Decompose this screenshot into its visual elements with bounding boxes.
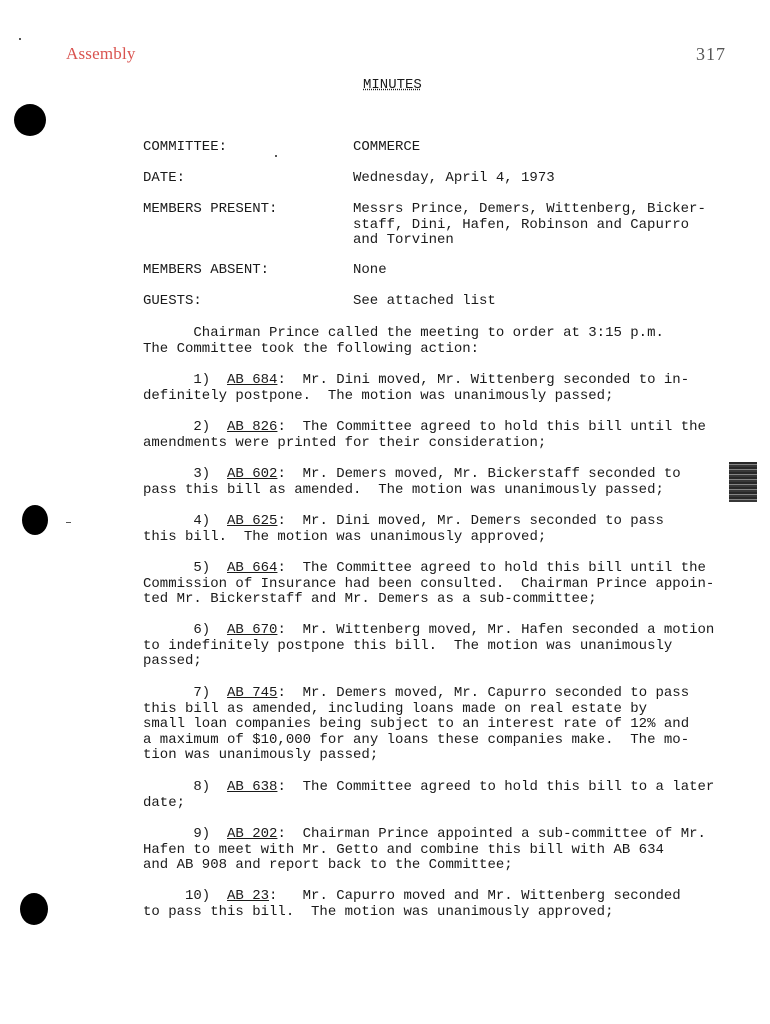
field-label: GUESTS:: [143, 293, 202, 309]
minutes-item-line: 2) AB 826: The Committee agreed to hold this bill until the: [143, 419, 706, 435]
minutes-item-line: 3) AB 602: Mr. Demers moved, Mr. Bickerstaff seconded to: [143, 466, 681, 482]
field-label: DATE:: [143, 170, 186, 186]
scan-speck: [19, 38, 21, 40]
punch-hole-bottom: [20, 893, 48, 925]
scan-speck: [66, 522, 71, 523]
field-label: COMMITTEE:: [143, 139, 228, 155]
minutes-item-line: ted Mr. Bickerstaff and Mr. Demers as a sub-committee;: [143, 591, 597, 608]
bill-reference: AB 625: [227, 513, 278, 529]
minutes-item-line: 6) AB 670: Mr. Wittenberg moved, Mr. Hafen seconded a motion: [143, 622, 715, 638]
bill-reference: AB 670: [227, 622, 278, 638]
minutes-item-line: 8) AB 638: The Committee agreed to hold this bill to a later: [143, 779, 715, 795]
minutes-item-line: 10) AB 23: Mr. Capurro moved and Mr. Wittenberg seconded: [143, 888, 681, 904]
page-title: [363, 78, 422, 94]
field-label: MEMBERS PRESENT:: [143, 201, 278, 217]
bill-reference: AB 826: [227, 419, 278, 435]
minutes-item-line: this bill. The motion was unanimously approved;: [143, 528, 547, 545]
field-value: See attached list: [353, 293, 496, 309]
assembly-header: Assembly: [66, 44, 136, 63]
minutes-item-line: definitely postpone. The motion was unanimously passed;: [143, 387, 614, 404]
minutes-item-line: 7) AB 745: Mr. Demers moved, Mr. Capurro seconded to pass: [143, 685, 690, 701]
minutes-item-line: small loan companies being subject to an interest rate of 12% and: [143, 716, 690, 733]
field-value: None: [353, 262, 387, 278]
minutes-item-line: 1) AB 684: Mr. Dini moved, Mr. Wittenberg seconded to in-: [143, 372, 690, 388]
bill-reference: AB 638: [227, 779, 278, 795]
minutes-item-line: a maximum of $10,000 for any loans these companies make. The mo-: [143, 731, 690, 748]
punch-hole-middle: [22, 505, 48, 535]
minutes-item-line: this bill as amended, including loans made on real estate by: [143, 700, 648, 717]
bill-reference: AB 23: [227, 888, 270, 904]
bill-reference: AB 684: [227, 372, 278, 388]
minutes-item-line: Commission of Insurance had been consulted. Chairman Prince appoin-: [143, 575, 715, 592]
minutes-item-line: pass this bill as amended. The motion was unanimously passed;: [143, 481, 664, 498]
minutes-item-line: and AB 908 and report back to the Committee;: [143, 857, 513, 874]
minutes-item-line: amendments were printed for their consideration;: [143, 434, 547, 451]
minutes-item-line: to pass this bill. The motion was unanimously approved;: [143, 903, 614, 920]
field-value: Messrs Prince, Demers, Wittenberg, Bicker-: [353, 201, 706, 217]
minutes-item-line: to indefinitely postpone this bill. The motion was unanimously: [143, 637, 673, 654]
scan-speck: [275, 155, 277, 157]
field-value: COMMERCE: [353, 139, 421, 155]
intro-line: Chairman Prince called the meeting to order at 3:15 p.m.: [143, 325, 664, 341]
bill-reference: AB 202: [227, 826, 278, 842]
field-value: and Torvinen: [353, 232, 454, 249]
margin-stamp-mark: [729, 462, 757, 502]
minutes-item-line: 9) AB 202: Chairman Prince appointed a sub-committee of Mr.: [143, 826, 706, 842]
minutes-item-line: tion was unanimously passed;: [143, 747, 379, 764]
page-title-text: MINUTES: [363, 77, 422, 93]
page-number: 317: [696, 44, 726, 64]
minutes-item-line: 4) AB 625: Mr. Dini moved, Mr. Demers seconded to pass: [143, 513, 664, 529]
minutes-item-line: 5) AB 664: The Committee agreed to hold this bill until the: [143, 560, 706, 576]
minutes-item-line: passed;: [143, 653, 202, 670]
minutes-item-line: date;: [143, 794, 186, 811]
bill-reference: AB 664: [227, 560, 278, 576]
minutes-item-line: Hafen to meet with Mr. Getto and combine this bill with AB 634: [143, 841, 664, 858]
field-label: MEMBERS ABSENT:: [143, 262, 270, 278]
field-value: Wednesday, April 4, 1973: [353, 170, 555, 186]
punch-hole-top: [14, 104, 46, 136]
bill-reference: AB 602: [227, 466, 278, 482]
bill-reference: AB 745: [227, 685, 278, 701]
intro-line: The Committee took the following action:: [143, 340, 480, 357]
field-value: staff, Dini, Hafen, Robinson and Capurro: [353, 216, 690, 233]
